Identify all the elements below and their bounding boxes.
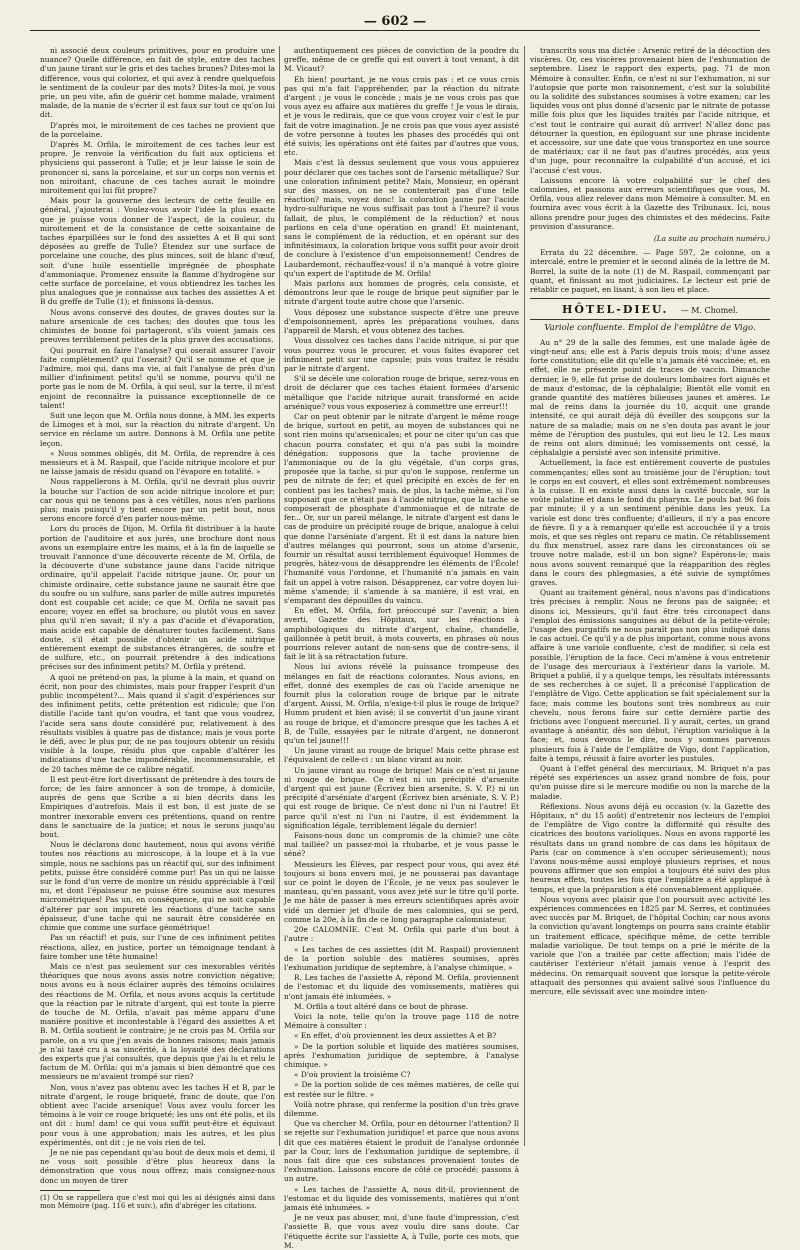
- paragraph: « Nous sommes obligés, dit M. Orfila, de reprendre à ces messieurs et à M. Raspail, que l'acide nitrique incolore et pur ne laisse jamais de résidu quand on l'évapore en totalité. »: [40, 448, 275, 477]
- paragraph: A quoi ne prétend-on pas, la plume à la main, et quand on écrit, non pour des chimistes, mais pour frapper l'esprit d'un public incompétent?... Mais quand il s'agit d'expériences sur des infiniment petits, cette prétention est ridicule; que l'on distille l'acide tant qu'on voudra, et tant que vous voudrez, l'acide sera sans doute considéré pur, relativement à des résultats visibles à quatre pas de distance; mais je vous porte le défi, avec le plus pur, de ne pas toujours obtenir un résidu visible à la loupe, résidu plus que capable d'altérer les indications d'une tache impondérable, incommensurable, et de 20 taches même de ce calibre négatif.: [40, 672, 275, 774]
- paragraph: authentiquement ces pièces de conviction de la poudre du greffe, même de ce greffe qui est ouvert à tout venant, à dit M. Vicaut?: [284, 46, 519, 74]
- paragraph: Vous déposez une substance suspecte d'être une preuve d'empoisonnement, après les préparations voulues, dans l'appareil de Marsh, et vous obtenez des taches.: [284, 307, 519, 336]
- section-rule: [530, 298, 770, 299]
- paragraph: Laissons encore là votre culpabilité sur le chef des calomnies, et passons aux erreurs scientifiques que vous, M. Orfila, vous allez relever dans mon Mémoire à consulter. M. en fournira avec vous écrit à la Gazette des Tribunaux. Ici, nous allons prendre pour juges des chimistes et des médecins. Faite provision d'assurance.: [530, 175, 770, 231]
- paragraph: ni associé deux couleurs primitives, pour en produire une nuance? Quelle différence, en fait de style, entre des taches d'un jaune tirant sur le gris et des taches brunes? Dites-moi la différence, vous qui coloriez, et qui avez à rendre quelquefois le sentiment de la couleur par des mots? Dites-la moi, je vous prie, un peu vite, afin de guérir cet homme malade, vraiment malade, de la manie de s'écrier il est faux sur tout ce qu'on lui dit.: [40, 46, 275, 120]
- paragraph: Je ne veux pas abuser, moi, d'une faute d'impression, c'est l'assiette B, que vous avez voulu dire sans doute. Car l'étiquette écrite sur l'assiette A, à Tulle, porte ces mots, que M.: [284, 1213, 519, 1250]
- paragraph: Il est peut-être fort divertissant de prétendre à des tours de force; de les faire annoncer à son de trompe, à domicile, auprès de gens que Scribe a si bien décrits dans les Empiriques d'autrefois. Mais il est bon, il est juste de se montrer inexorable envers ces prétentions, quand on rentre dans le sanctuaire de la justice; et nous le serons jusqu'au bout.: [40, 774, 275, 840]
- paragraph: Lors du procès de Dijon, M. Orfila fit distribuer à la haute portion de l'auditoire et aux jurés, une brochure dont nous avons un exemplaire entre les mains, et à la fin de laquelle se trouvait l'annonce d'une découverte récente de M. Orfila, de la découverte d'une substance jaune dans l'acide nitrique ordinaire, qu'il appelait l'acide nitrique jaune. Or, pour un chimiste ordinaire, cette substance jaune ne saurait être que du soufre ou un sulfure, sans parler de mille autres impuretés dont est coupable cet acide; ce que M. Orfila ne savait pas encore; voyez en effet sa brochure, ou plutôt vous en savez plus qu'il n'en savait; il n'y a pas d'acide et d'évaporation, mais acide est capable de dénaturer toutes facilement. Sans doute, s'il était possible d'obtenir un acide nitrique entièrement exempt de substances étrangères, de soufre et de sulfure, etc., on pourrait prétendre à des indications précises sur des infiniment petits? M. Orfila y prétend.: [40, 524, 275, 672]
- paragraph: Vous dissolvez ces taches dans l'acide nitrique, si pur que vous pourrez vous le procurer, et vous faites évaporer cet infiniment petit sur une capsule; puis vous traitez le résidu par le nitrate d'argent.: [284, 336, 519, 373]
- paragraph: « En effet, d'où proviennent les deux assiettes A et B?: [294, 1031, 497, 1041]
- paragraph: Nous avons conservé des doutes, de graves doutes sur la nature arsenicale de ces taches; des doutes que tous les chimistes de bonne foi partageront, s'ils voient jamais ces preuves terriblement petites de la plus grave des accusations.: [40, 307, 275, 345]
- errata-note: Errata du 22 décembre. — Page 597, 2e colonne, on a intercalé, entre le premier et le second alinéa de la lettre de M. Borrel, la suite de la note (1) de M. Raspail, commençant par quant, et finissant au mot judiciaires. Le lecteur est prié de rétablir ce paquet, en lisant, à son lieu et place.: [530, 248, 770, 295]
- paragraph: En effet, M. Orfila, fort préoccupé sur l'avenir, a bien averti, Gazette des Hôpitaux, sur les réactions à amphibologiques du nitrate d'argent, chaîne, chandelle, gaillonnée à petit bruit, à mots couverts, en phrases où nous pourrions relever autant de non-sens que de contre-sens, il fait le lit à sa rétractation future.: [284, 606, 519, 662]
- column-3: [530, 46, 770, 1146]
- paragraph: Suit une leçon que M. Orfila nous donne, à MM. les experts de Limoges et à moi, sur la réaction du nitrate d'argent. Un service en réclame un autre. Donnons à M. Orfila une petite leçon.: [40, 410, 275, 448]
- footnote: (1) On se rappellera que c'est moi qui les ai désignés ainsi dans mon Mémoire (pag. 116 et suiv.), afin d'abréger les citations.: [40, 1193, 275, 1211]
- paragraph: transcrits sous ma dictée : Arsenic retiré de la décoction des viscères. Or, ces viscères provenaient bien de l'exhumation de septembre. Lisez le rapport des experts, pag. 71 de mon Mémoire à consulter. Enfin, ce n'est ni sur l'exhumation, ni sur l'autopsie que porte mon raisonnement, c'est sur la solubilité ou la solidité des substances soumises à votre examen; car les liquides vous ont plus donné d'arsenic par le nitrate de potasse mille fois plus que les liquides traités par l'acide nitrique, et c'est tout le contraire qui aurait dû arriver! N'allez donc pas détourner la question, en épiloguant sur une phrase incidente et accessoire, sur une date que vous transportez en une source de matériaux; car il ne faut pas d'autres procédés, aux yeux d'un juge, pour reconnaître la culpabilité d'un accusé, et ici l'accusé c'est vous.: [530, 46, 770, 175]
- paragraph: Voici la note, telle qu'on la trouve page 118 de notre Mémoire à consulter :: [284, 1011, 519, 1031]
- paragraph: 20e CALOMNIE. C'est M. Orfila qui parle d'un bout à l'autre :: [284, 925, 519, 944]
- paragraph: R. Les taches de l'assiette A, répond M. Orfila, proviennent de l'estomac et du liquide des vomissements, matières qui n'ont jamais été inhumées. »: [284, 973, 519, 1001]
- paragraph: M. Orfila a tout altéré dans ce bout de phrase.: [294, 1001, 469, 1011]
- paragraph: D'après M. Orfila, le miroitement de ces taches leur est propre. Je renvoie la vérification du fait aux opticiens et physiciens qui passeront à Tulle; et je leur laisse le soin de prononcer si, sans la porcelaine, et sur un corps non vernis et non miroitant, chacune de ces taches aurait le moindre miroitement qui lui fût propre?: [40, 140, 275, 196]
- paragraph: Réflexions. Nous avons déjà eu occasion (v. la Gazette des Hôpitaux, n° du 15 août) d'entretenir nos lecteurs de l'emploi de l'emplâtre de Vigo contre la difformité qui résulte des cicatrices des boutons varioliques. Nous en avons rapporté les résultats dans un grand nombre de cas dans les hôpitaux de Paris (car on commence à s'en occuper sérieusement); nous l'avons nous-même aussi employé plusieurs reprises, et nous pouvons affirmer que son emploi a toujours été suivi des plus heureux effets, toutes les fois que l'emplâtre a été appliqué à temps, et que la préparation a été convenablement appliquée.: [530, 801, 770, 894]
- paragraph: Nous rappellerons à M. Orfila, qu'il ne devrait plus ouvrir la bouche sur l'action de son acide nitrique incolore et pur; car nous qui ne tenons pas à ces vétilles, nous n'en parlions plus; mais puisqu'il y tient encore par un petit bout, nous serons encore forcé d'en parler nous-même.: [40, 477, 275, 524]
- paragraph: Mais ce n'est pas seulement sur ces inexorables vérités théoriques que nous avons assis notre conviction négative; nous avons eu à nous éclairer auprès des témoins oculaires des réactions de M. Orfila, et nous avons acquis la certitude que la réaction par le nitrate d'argent, qui est toute la pierre de touche de M. Orfila, n'avait pas même apparu d'une manière positive et incontestable à l'égard des assiettes A et B. M. Orfila soutient le contraire; je ne crois pas M. Orfila sur parole, on a vu que j'en avais de bonnes raisons; mais jamais je n'ai taxé cru à sa sincérité, à la loyauté des déclarations des experts que j'ai consultés, que depuis que j'ai lu et relu le factum de M. Orfila: qui m'a jamais si bien démontré que ces messieurs ne m'avaient trompé sur rien?: [40, 961, 275, 1082]
- column-divider: [524, 46, 525, 1146]
- paragraph: Qui pourrait en faire l'analyse? qui oserait assurer l'avoir faite complètement? qui l'oserait? Qu'il se nomme et que je l'admire, moi qui, dans ma vie, ai fait l'analyse de près d'un millier d'infiniment petits! qu'il se nomme, pourvu qu'il ne porte pas le nom de M. Orfila, à qui seul, sur la terre, il m'est enjoint de reconnaître la puissance exceptionnelle de ce talent!: [40, 345, 275, 410]
- paragraph: Un jaune virant au rouge de brique! Mais ce n'est ni jaune ni rouge de brique. Ce n'est ni un précipité d'arsenite d'argent qui est jaune (Écrivez bien arsenite, S. V. P.) ni un précipité d'arséniate d'argent (Écrivez bien arséniate, S. V. P.) qui est rouge de brique. Ce n'est donc ni l'un ni l'autre! Et parce qu'il n'est ni l'un ni l'autre, il est évidemment la signification légale, terriblement légale du dernier!: [284, 765, 519, 830]
- paragraph: Nous le déclarons donc hautement, nous qui avons vérifié toutes nos réactions au microscope, à la loupe et à la vue simple, nous ne sachions pas un réactif qui, sur des infiniment petits, puisse être considéré comme pur! Pas un qui ne laisse sur le fond d'un verre de montre un résidu appréciable à l'œil nu, et dont l'épaisseur ne puisse être soumise aux mesures micrométriques! Pas un, en conséquence, qui ne soit capable d'altérer par son impureté les réactions d'une tache sans épaisseur, d'une tache qui ne saurait être considérée en chimie que comme une surface géométrique!: [40, 840, 275, 933]
- footnote-rule: [40, 1190, 100, 1191]
- paragraph: Car on peut obtenir par le nitrate d'argent le même rouge de brique, surtout en petit, au moyen de substances qui ne sont rien moins qu'arsenicales; et pour ne citer qu'un cas que chacun pourra constater, et qui n'a pas subi la moindre dénégation: supposons que la tache provienne de l'ammoniaque ou de la glu végétale, d'un corps gras, proposée que la tache, si pur qu'on le suppose, renferme un peu de nitrate de fer; et quel précipité en excès de fer en contient pas les taches? mais, de plus, la tache même, si l'on supposait que ce n'était pas à l'acide nitrique, que la tache se composerait de phosphate d'ammoniaque et de nitrate de fer... Or, sur un pareil mélange, le nitrate d'argent est dans le cas de produire un précipité rouge de brique, analogue à celui que donne l'arséniate d'argent. Et il est dans la nature bien d'autres mélanges qui pourront, sous un atome d'arsenic, fournir un résultat aussi terriblement équivoque! Hommes de progrès, hâtez-vous de désapprendre les éléments de l'École! l'humanité vous l'ordonne, et l'humanité n'a jamais en vain fait un appel à votre raison. Désapprenez, car votre doyen lui-même s'amende; il s'amende à sa manière, il est vrai, en s'emparant des dépouilles du vaincu.: [284, 411, 519, 605]
- paragraph: Non, vous n'avez pas obtenu avec les taches H et B, par le nitrate d'argent, le rouge briqueté, franc de doute, que l'on obtient avec l'acide arsenique! Vous avez voulu forcer les témoins à le voir ce rouge briqueté; les uns ont été polis, et ils ont dit : hum! dam! ce qui vous suffit peut-être et équivaut pour vous à une approbation; mais les autres, et les plus expérimentés, ont dit : je ne vois rien de tel.: [40, 1082, 275, 1147]
- paragraph: D'après moi, le miroitement de ces taches ne provient que de la porcelaine.: [40, 120, 275, 139]
- paragraph: Eh bien! pourtant, je ne vous crois pas : et ce vous crois pas qui m'a fait l'appréhender, par la réaction du nitrate d'argent ; je vous le concède ; mais je ne vous crois pas que vous ayez eu affaire aux matières du greffe ! Je vous le dirais, et je vous le redirais, que ce que vous croyez voir c'est le pur fait de votre imagination. Je ne crois pas que vous ayez assisté de votre personne à toutes les phases des procédés qui ont été suivis; les opérations ont été faites par d'autres que vous, etc.: [284, 74, 519, 158]
- paragraph: » De la portion solide de ces mêmes matières, de celle qui est restée sur le filtre. »: [284, 1080, 519, 1099]
- page-number: — 602 —: [363, 14, 427, 29]
- section-byline: — M. Chomel.: [680, 306, 739, 316]
- paragraph: Voilà notre phrase, qui renferme la position d'un très grave dilemme.: [284, 1099, 519, 1118]
- paragraph: Faisons-nous donc un compromis de la chimie? une côte mal taillée? un passez-moi la rhubarbe, et je vous passe le séné?: [284, 831, 519, 859]
- paragraph: Un jaune virant au rouge de brique! Mais cette phrase est l'équivalent de celle-ci : un blanc virant au noir.: [284, 746, 519, 765]
- paragraph: Mais pour la gouverne des lecteurs de cette feuille en général, j'ajouterai : Voulez-vous avoir l'idée la plus exacte que je puisse vous donner de l'aspect, de la couleur, du miroitement et de la consistance de cette soixantaine de taches éparpillées sur le fond des assiettes A et B qui sont déposées au greffe de Tulle? Étendez sur une surface de porcelaine une couche, des plus minces, soit de blanc d'œuf, soit d'une huile essentielle imprégnée de phosphate d'ammoniaque. Promenez ensuite la flamme d'hydrogène sur cette surface de porcelaine, et vous obtiendrez les taches les plus analogues que je connaisse aux taches des assiettes A et B du greffe de Tulle (1); et finissons là-dessus.: [40, 196, 275, 307]
- section-rule: [530, 319, 770, 320]
- paragraph: Quant à l'effet général des mercuriaux, M. Briquet n'a pas répété ses expériences un assez grand nombre de fois, pour qu'on puisse dire si le mercure modifie ou non la marche de la maladie.: [530, 764, 770, 801]
- column-1: [40, 46, 275, 1211]
- paragraph: Au n° 29 de la salle des femmes, est une malade âgée de vingt-neuf ans; elle est à Paris depuis trois mois; d'une assez forte constitution; elle dit qu'elle n'a jamais été vaccinée; et, en effet, elle ne présente point de traces de vaccin. Dimanche dernier, le 9, elle fut prise de douleurs lombaires fort aiguës et de maux d'estomac, de la céphalalgie; Bientôt elle vomit en grande quantité des matières bilieuses jaunes et amères. Le mal de reins dans la journée du 10, acquit une grande intensité, ce qui aurait déjà dû éveiller des soupçons sur la nature de sa maladie; mais on ne s'en douta pas avant le jour même de l'éruption des pustules, qui eut lieu le 12. Les maux de reins ont alors diminué; les vomissements ont cessé, la céphalalgie a persisté avec son intensité primitive.: [530, 337, 770, 458]
- paragraph: Mais c'est là dessus seulement que vous vous appuierez pour déclarer que ces taches sont de l'arsenic métallique? Sur une coloration infiniment petite? Mais, Monsieur, en opérant sur des masses, on ne se contenterait pas d'une telle réaction? mais, voyez donc! la coloration jaune par l'acide hydro-sulfurique ne vous suffisait pas tout à l'heure? il vous fallait, de plus, le complément de la réduction? et nous parlions en cela d'une opération en grand! Et maintenant, sans le complément de la réduction, et en opérant sur des infinitésimaux, la coloration brique vous suffit pour avoir droit de conclure à l'existence d'un empoisonnement! Cendres de Laubardemont, réchauffez-vous! il n'a manqué à votre gloire qu'un expert de l'aptitude de M. Orfila!: [284, 158, 519, 278]
- header-rule: [30, 30, 760, 31]
- paragraph: Actuellement, la face est entièrement couverte de pustules commençantes; elles sont au troisième jour de l'éruption; tout le corps en est couvert, et elles sont extrêmement nombreuses à la cuisse. Il en existe aussi dans la cavité buccale, sur la voûte palatine et dans le fond du pharynx. Le pouls bat 96 fois par minute; il y a un sentiment pénible dans les yeux. La variole est donc très confluente; d'ailleurs, il n'y a pas encore de fièvre. Il y a à remarquer qu'elle est accouchée il y a trois mois, et que ses règles ont reparu ce matin. Ce rétablissement du flux menstruel, assez rare dans les circonstances où se trouve notre malade, est-il un bon signe? Espérons-le; mais nous avons souvent remarqué que la réapparition des règles dans le cours des phlegmasies, a été suivie de symptômes graves.: [530, 458, 770, 587]
- paragraph: Quant au traitement général, nous n'avons pas d'indications très précises à remplir. Nous ne ferons pas de saignée; et disons ici, Messieurs, qu'il faut être très circonspect dans l'emploi des émissions sanguines au début de la petite-vérole; l'usage des purgatifs ne nous paraît pas non plus indiqué dans le cas actuel. Ce qu'il y a de plus important, comme nous avons affaire à une variole confluente, c'est de modifier, si cela est possible, l'éruption de la face. Ceci m'amène à vous entretenir de l'usage des mercuriaux à l'extérieur dans la variole. M. Briquet a publié, il y a quelque temps, les résultats intéressants de ses recherches à ce sujet. Il a préconisé l'application de l'emplâtre de Vigo. Cette application se fait spécialement sur la face; mais comme les boutons sont très nombreux au cuir chevelu, nous ferons faire sur cette dernière partie des frictions avec l'onguent mercuriel. Il y aurait, certes, un grand avantage à anéantir, dès son début, l'éruption variolique à la face; et, nous devons le dire, nous y sommes parvenus plusieurs fois à l'aide de l'emplâtre de Vigo, dont l'application, faite à temps, réussit à faire avorter les pustules.: [530, 588, 770, 763]
- continued-note: (La suite au prochain numéro.): [653, 234, 770, 244]
- paragraph: Que va chercher M. Orfila, pour en détourner l'attention? Il se rejette sur l'exhumation juridique! et parce que nous avons dit que ces matières étaient le produit de l'analyse ordonnée par la Cour, lors de l'exhumation juridique de septembre, il nous fait dire que ces substances provenaient toutes de l'exhumation. Laissons encore de côté ce procédé; passons à un autre.: [284, 1119, 519, 1184]
- paragraph: « Les taches de ces assiettes (dit M. Raspail) proviennent de la portion soluble des matières soumises, après l'exhumation juridique de septembre, à l'analyse chimique. »: [284, 944, 519, 972]
- paragraph: Messieurs les Élèves, par respect pour vous, qui avez été toujours si bons envers moi, je ne pousserai pas davantage sur ce point le doyen de l'École, je ne veux pas soulever le manteau, qu'en passant, vous avez jeté sur le titre qu'il porte. Je me hâte de passer à mes erreurs scientifiques après avoir vidé un dernier jet d'huile de mes calomnies, qui se perd, comme la 20e, à la fin de ce long paragraphe calomniateur.: [284, 859, 519, 924]
- section-title: HÔTEL-DIEU.: [561, 303, 669, 317]
- section-subtitle: Variole confluente. Emploi de l'emplâtre de Vigo.: [544, 323, 756, 334]
- column-2: [284, 46, 519, 1250]
- paragraph: Nous lui avions révélé la puissance trompeuse des mélanges en fait de réactions colorantes. Nous avions, en effet, donné des exemples de cas où l'acide arsenique ne fournit plus la coloration rouge de brique par le nitrate d'argent. Aussi, M. Orfila, n'exige-t-il plus le rouge de brique? Humm prudent et bien avisé; il se convertit d'un jaune virant au rouge de brique, et d'amoncre presque que les taches A et B, de Tulle, essayées par le nitrate d'argent, ne donneront qu'un tel jaune!!!: [284, 662, 519, 746]
- paragraph: Nous voyons avec plaisir que l'on poursuit avec activité les expériences commencées en 1825 par M. Serres, et continuées avec succès par M. Briquet, de l'hôpital Cochin; car nous avons la conviction qu'avant longtemps on pourra sans crainte établir un traitement efficace, spécifique même, de cette terrible maladie variolique. De tout temps on a prié le mérite de la variole que l'on a traitée par cette affection; mais l'idée de cautériser l'extérieur n'était jamais venue à l'esprit des médecins. On remarquait souvent que lorsque la petite-vérole attaquait des personnes qui avaient salivé sous l'influence du mercure, elle sévissait avec une moindre inten-: [530, 894, 770, 996]
- section-heading: [530, 305, 770, 315]
- paragraph: » De la portion soluble et liquide des matières soumises, après l'exhumation juridique de septembre, à l'analyse chimique. »: [284, 1041, 519, 1069]
- paragraph: Je ne nie pas cependant qu'au bout de deux mois et demi, il ne vous soit possible d'être plus heureux dans la démonstration que vous nous offrez; mais consignez-nous donc un moyen de tirer: [40, 1147, 275, 1185]
- paragraph: Pas un réactif! et puis, sur l'une de ces infiniment petites réactions, allez, en justice, porter un témoignage tendant à faire tomber une tête humaine!: [40, 933, 275, 961]
- paragraph: Mais parlons aux hommes de progrès, cela consiste, et démontrons leur que le rouge de brique peut signifier par le nitrate d'argent toute autre chose que l'arsenic.: [284, 279, 519, 307]
- column-divider: [279, 46, 280, 1146]
- paragraph: « Les taches de l'assiette A, nous dit-il, proviennent de l'estomac et du liquide des vomissements, matières qui n'ont jamais été inhumées. »: [284, 1184, 519, 1212]
- paragraph: « D'où provient la troisième C?: [294, 1070, 411, 1080]
- paragraph: S'il se décèle une coloration rouge de brique, serez-vous en droit de déclarer que ces taches étaient formées d'arsenic métallique que l'acide nitrique aurait transformé en acide arsénique? vous vous exposeriez à commettre une erreur!!!: [284, 374, 519, 411]
